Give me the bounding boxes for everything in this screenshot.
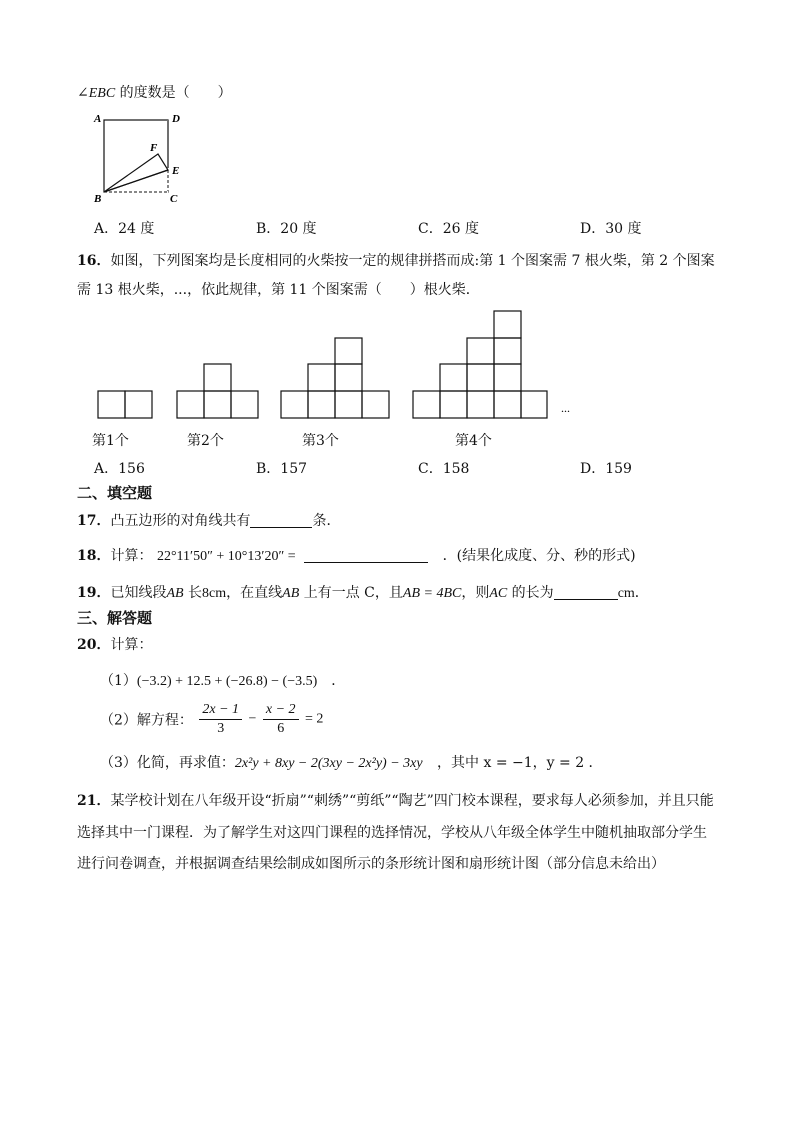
q21-line2: 选择其中一门课程．为了解学生对这四门课程的选择情况，学校从八年级全体学生中随机抽取部分学生 bbox=[77, 825, 707, 841]
q15-option-c[interactable]: C．26 度 bbox=[418, 221, 479, 237]
q16-option-d[interactable]: D．159 bbox=[580, 461, 632, 477]
q16-figures bbox=[0, 300, 794, 430]
label-b: B bbox=[94, 193, 102, 205]
q19-answer-blank[interactable] bbox=[554, 584, 618, 600]
label-c: C bbox=[170, 193, 178, 205]
caption-pattern-1: 第1个 bbox=[92, 433, 129, 449]
label-d: D bbox=[172, 113, 180, 125]
caption-pattern-3: 第3个 bbox=[302, 433, 339, 449]
pattern-4 bbox=[413, 311, 547, 418]
q16-option-c[interactable]: C．158 bbox=[418, 461, 470, 477]
q17: 17．凸五边形的对角线共有 条． bbox=[77, 513, 341, 529]
pattern-1 bbox=[98, 391, 152, 418]
q15-stem bbox=[77, 82, 232, 102]
label-e: E bbox=[172, 165, 180, 177]
q16-line2: 需 13 根火柴，...，依此规律，第 11 个图案需（ ）根火柴． bbox=[77, 282, 480, 298]
q15-figure bbox=[90, 110, 200, 210]
caption-pattern-4: 第4个 bbox=[455, 433, 492, 449]
q15-stem-text: 的度数是（ ） bbox=[115, 85, 232, 101]
pattern-2 bbox=[177, 364, 258, 418]
q20-part2: （2）解方程： $\frac{2x - 1}{3}$ − $\frac{x - 2}{6}$ = 2 bbox=[100, 702, 324, 736]
q16-line1: 16．如图，下列图案均是长度相同的火柴按一定的规律拼搭而成:第 1 个图案需 7 根火柴，第 2 个图案 bbox=[77, 253, 715, 269]
label-a: A bbox=[94, 113, 102, 125]
q15-option-d[interactable]: D．30 度 bbox=[580, 221, 642, 237]
pattern-3 bbox=[281, 338, 389, 418]
q19: 19．已知线段AB 长8cm，在直线AB 上有一点 C，且AB = 4BC，则AC 的长为 cm． bbox=[77, 585, 649, 601]
q15-option-a[interactable]: A．24 度 bbox=[94, 221, 155, 237]
q20-part3: （3）化简，再求值：2x²y + 8xy − 2(3xy − 2x²y) − 3xy ，其中 x = −1，y = 2 ． bbox=[100, 755, 603, 771]
q18-note: ．(结果化成度、分、秒的形式) bbox=[442, 548, 636, 564]
section2-title: 二、填空题 bbox=[77, 484, 153, 502]
q16-ellipsis: ... bbox=[561, 401, 570, 415]
q16-option-a[interactable]: A．156 bbox=[94, 461, 145, 477]
q18-answer-blank[interactable] bbox=[304, 547, 428, 563]
q20-header: 20．计算： bbox=[77, 637, 153, 653]
q18-expression: 22°11′50″ + 10°13′20″ = bbox=[156, 549, 296, 564]
q21-number: 21． bbox=[77, 793, 111, 809]
caption-pattern-2: 第2个 bbox=[187, 433, 224, 449]
q17-answer-blank[interactable] bbox=[250, 512, 312, 528]
label-f: F bbox=[150, 142, 158, 154]
section3-title: 三、解答题 bbox=[77, 609, 153, 627]
q20-part1: （1）(−3.2) + 12.5 + (−26.8) − (−3.5) ． bbox=[100, 673, 346, 689]
q16-number: 16． bbox=[77, 253, 111, 269]
q21-line1: 21．某学校计划在八年级开设“折扇”“刺绣”“剪纸”“陶艺”四门校本课程，要求每人必须参加，并且只能 bbox=[77, 793, 714, 809]
q16-option-b[interactable]: B．157 bbox=[256, 461, 308, 477]
q20-fraction-2: $\frac{x - 2}{6}$ bbox=[263, 701, 299, 738]
q15-option-b[interactable]: B．20 度 bbox=[256, 221, 317, 237]
q21-line3: 进行问卷调查，并根据调查结果绘制成如图所示的条形统计图和扇形统计图（部分信息未给出） bbox=[77, 856, 665, 872]
segment-be bbox=[104, 170, 168, 192]
q20-fraction-1: $\frac{2x - 1}{3}$ bbox=[199, 701, 242, 738]
q18: 18．计算： 22°11′50″ + 10°13′20″ = ．(结果化成度、分、秒的形式) bbox=[77, 548, 636, 564]
q15-angle: ∠EBC bbox=[77, 86, 116, 101]
